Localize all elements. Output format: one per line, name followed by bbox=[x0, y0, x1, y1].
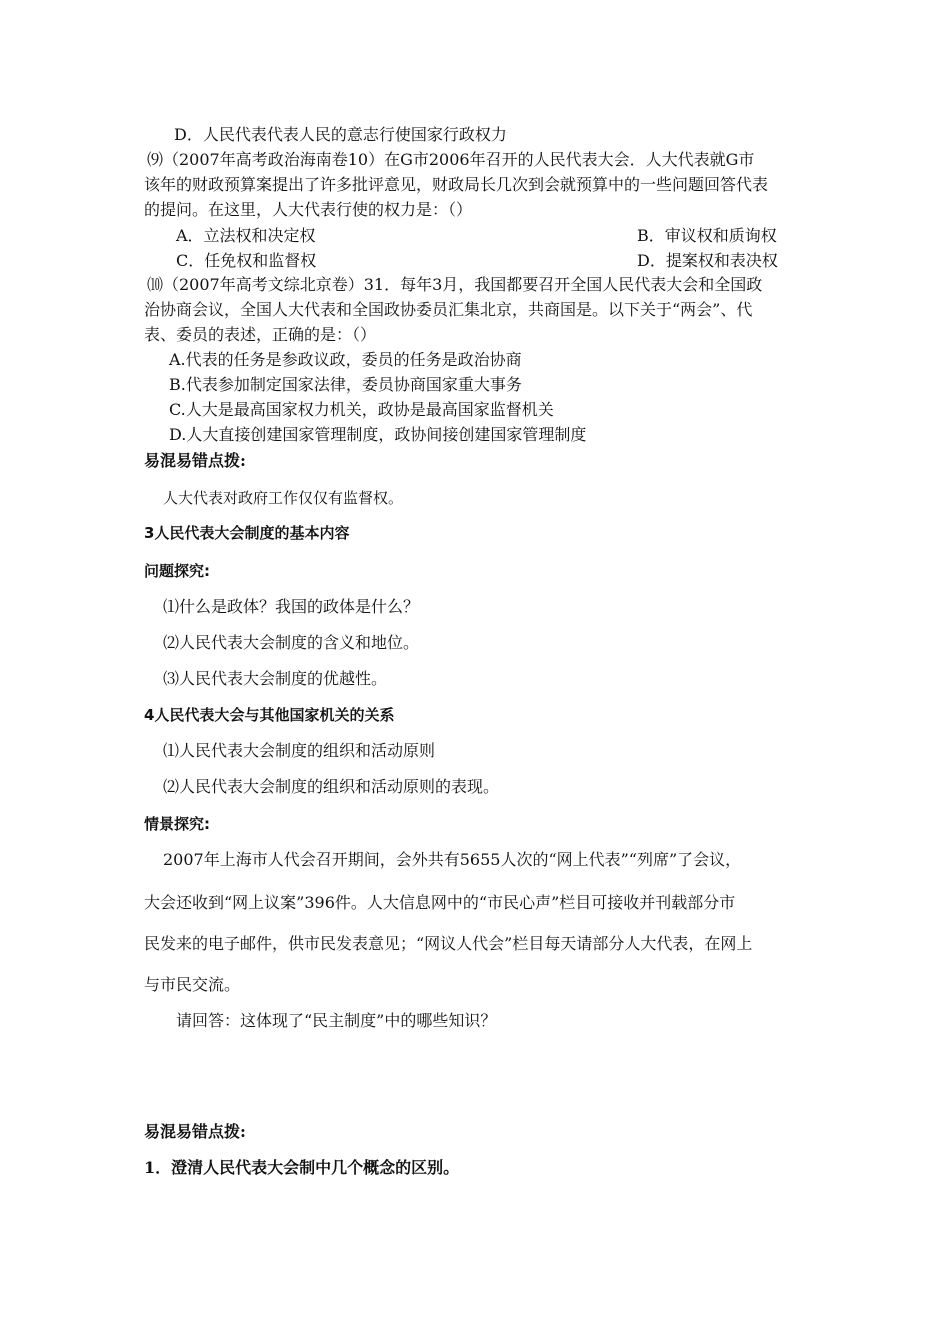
q9-line-2: 该年的财政预算案提出了许多批评意见，财政局长几次到会就预算中的一些问题回答代表 bbox=[144, 175, 769, 194]
q10-option-b: B.代表参加制定国家法律，委员协商国家重大事务 bbox=[169, 375, 522, 394]
q10-line-3: 表、委员的表述，正确的是：（） bbox=[144, 325, 377, 344]
section4-item-1: ⑴人民代表大会制度的组织和活动原则 bbox=[163, 741, 436, 760]
scenario-line-1: 2007年上海市人代会召开期间，会外共有5655人次的“网上代表”“列席”了会议， bbox=[163, 850, 742, 869]
section3-item-1: ⑴什么是政体？我国的政体是什么？ bbox=[163, 597, 420, 616]
section3-item-3: ⑶人民代表大会制度的优越性。 bbox=[163, 669, 388, 688]
section3-item-2: ⑵人民代表大会制度的含义和地位。 bbox=[163, 633, 420, 652]
q8-option-d: D．人民代表代表人民的意志行使国家行政权力 bbox=[174, 125, 507, 144]
q10-line-1: ⑽（2007年高考文综北京卷）31．每年3月，我国都要召开全国人民代表大会和全国政 bbox=[147, 275, 763, 294]
tip2-heading: 易混易错点拨: bbox=[144, 1122, 246, 1141]
scenario-heading: 情景探究: bbox=[144, 815, 210, 833]
tip2-item-1: 1．澄清人民代表大会制中几个概念的区别。 bbox=[144, 1158, 460, 1177]
q10-option-c: C.人大是最高国家权力机关，政协是最高国家监督机关 bbox=[169, 400, 554, 419]
q9-option-c: C．任免权和监督权 bbox=[176, 251, 317, 270]
q9-option-a: A．立法权和决定权 bbox=[176, 226, 316, 245]
q9-option-d: D．提案权和表决权 bbox=[637, 251, 778, 270]
tip1-text: 人大代表对政府工作仅仅有监督权。 bbox=[163, 489, 404, 507]
section3-subheading: 问题探究: bbox=[144, 562, 210, 580]
scenario-line-3: 民发来的电子邮件，供市民发表意见；“网议人代会”栏目每天请部分人大代表，在网上 bbox=[144, 934, 753, 953]
scenario-line-4: 与市民交流。 bbox=[144, 975, 241, 994]
scenario-question: 请回答：这体现了“民主制度”中的哪些知识？ bbox=[176, 1011, 497, 1030]
section3-heading: 3人民代表大会制度的基本内容 bbox=[144, 524, 350, 542]
q10-option-d: D.人大直接创建国家管理制度，政协间接创建国家管理制度 bbox=[169, 425, 587, 444]
q9-line-1: ⑼（2007年高考政治海南卷10）在G市2006年召开的人民代表大会．人大代表就G市 bbox=[147, 150, 755, 169]
scenario-line-2: 大会还收到“网上议案”396件。人大信息网中的“市民心声”栏目可接收并刊载部分市 bbox=[144, 893, 736, 912]
q9-line-3: 的提问。在这里，人大代表行使的权力是：（） bbox=[144, 200, 473, 219]
q10-option-a: A.代表的任务是参政议政，委员的任务是政治协商 bbox=[169, 350, 522, 369]
section4-heading: 4人民代表大会与其他国家机关的关系 bbox=[144, 706, 395, 724]
section4-item-2: ⑵人民代表大会制度的组织和活动原则的表现。 bbox=[163, 777, 500, 796]
q9-option-b: B．审议权和质询权 bbox=[637, 226, 777, 245]
tip1-heading: 易混易错点拨: bbox=[144, 451, 246, 470]
q10-line-2: 治协商会议，全国人大代表和全国政协委员汇集北京，共商国是。以下关于“两会”、代 bbox=[144, 300, 753, 319]
